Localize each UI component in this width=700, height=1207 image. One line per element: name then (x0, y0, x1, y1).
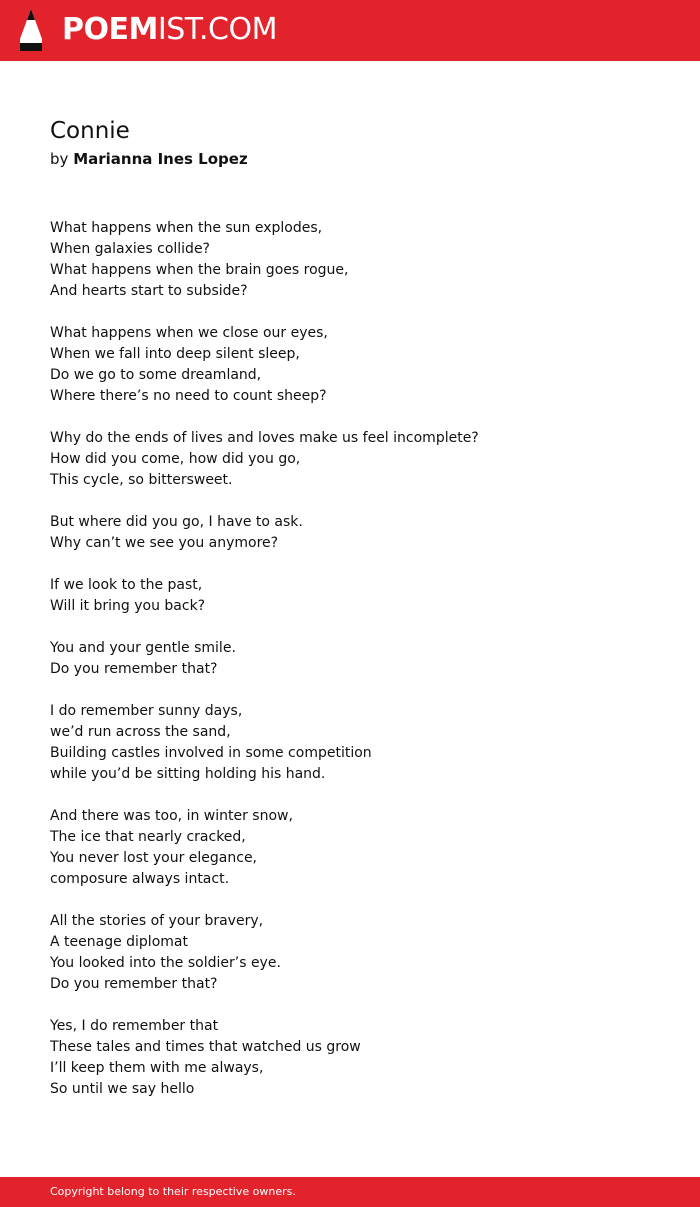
poem-line: All the stories of your bravery, (50, 913, 264, 929)
site-header (0, 0, 700, 61)
brand-light: IST.COM (157, 12, 277, 47)
poem-line: Do you remember that? (50, 661, 218, 677)
stanza (50, 806, 650, 890)
poem-line: Yes, I do remember that (50, 1018, 219, 1034)
poem-line: What happens when the sun explodes, (50, 220, 323, 236)
poem-line: What happens when we close our eyes, (50, 325, 328, 341)
pencil-icon[interactable] (18, 9, 44, 51)
stanza (50, 512, 650, 554)
poem-line: So until we say hello (50, 1081, 195, 1097)
stanza (50, 1016, 650, 1100)
site-footer (0, 1177, 700, 1207)
poem-line: A teenage diplomat (50, 934, 188, 950)
poem-line: You and your gentle smile. (50, 640, 236, 656)
poem-line: I do remember sunny days, (50, 703, 243, 719)
poem-line: But where did you go, I have to ask. (50, 514, 303, 530)
poem-body (50, 218, 650, 1121)
byline (50, 148, 248, 170)
site-logo[interactable] (62, 10, 277, 50)
poem-line: we’d run across the sand, (50, 724, 231, 740)
poem-line: Do we go to some dreamland, (50, 367, 262, 383)
poem-line: The ice that nearly cracked, (50, 829, 246, 845)
poem-line: What happens when the brain goes rogue, (50, 262, 349, 278)
poem-line: You never lost your elegance, (50, 850, 258, 866)
poem-line: And hearts start to subside? (50, 283, 248, 299)
copyright-text: Copyright belong to their respective owners. (50, 1185, 296, 1198)
stanza (50, 638, 650, 680)
stanza (50, 218, 650, 302)
poem-line: When we fall into deep silent sleep, (50, 346, 300, 362)
poem-line: And there was too, in winter snow, (50, 808, 293, 824)
author-name: Marianna Ines Lopez (73, 150, 248, 168)
stanza (50, 428, 650, 491)
poem-line: Building castles involved in some competition (50, 745, 372, 761)
poem-line: Why do the ends of lives and loves make us feel incomplete? (50, 430, 479, 446)
stanza (50, 323, 650, 407)
brand-bold: POEM (62, 12, 158, 47)
stanza (50, 575, 650, 617)
poem-line: Why can’t we see you anymore? (50, 535, 279, 551)
poem-line: This cycle, so bittersweet. (50, 472, 233, 488)
by-label: by (50, 150, 69, 168)
poem-line: These tales and times that watched us grow (50, 1039, 361, 1055)
poem-line: You looked into the soldier’s eye. (50, 955, 281, 971)
poem-line: Where there’s no need to count sheep? (50, 388, 327, 404)
poem-line: How did you come, how did you go, (50, 451, 301, 467)
poem-line: I’ll keep them with me always, (50, 1060, 264, 1076)
poem-line: composure always intact. (50, 871, 230, 887)
poem-line: Will it bring you back? (50, 598, 206, 614)
poem-line: while you’d be sitting holding his hand. (50, 766, 326, 782)
poem-title: Connie (50, 118, 130, 144)
stanza (50, 701, 650, 785)
poem-line: When galaxies collide? (50, 241, 210, 257)
poem-line: Do you remember that? (50, 976, 218, 992)
poem-line: If we look to the past, (50, 577, 203, 593)
stanza (50, 911, 650, 995)
